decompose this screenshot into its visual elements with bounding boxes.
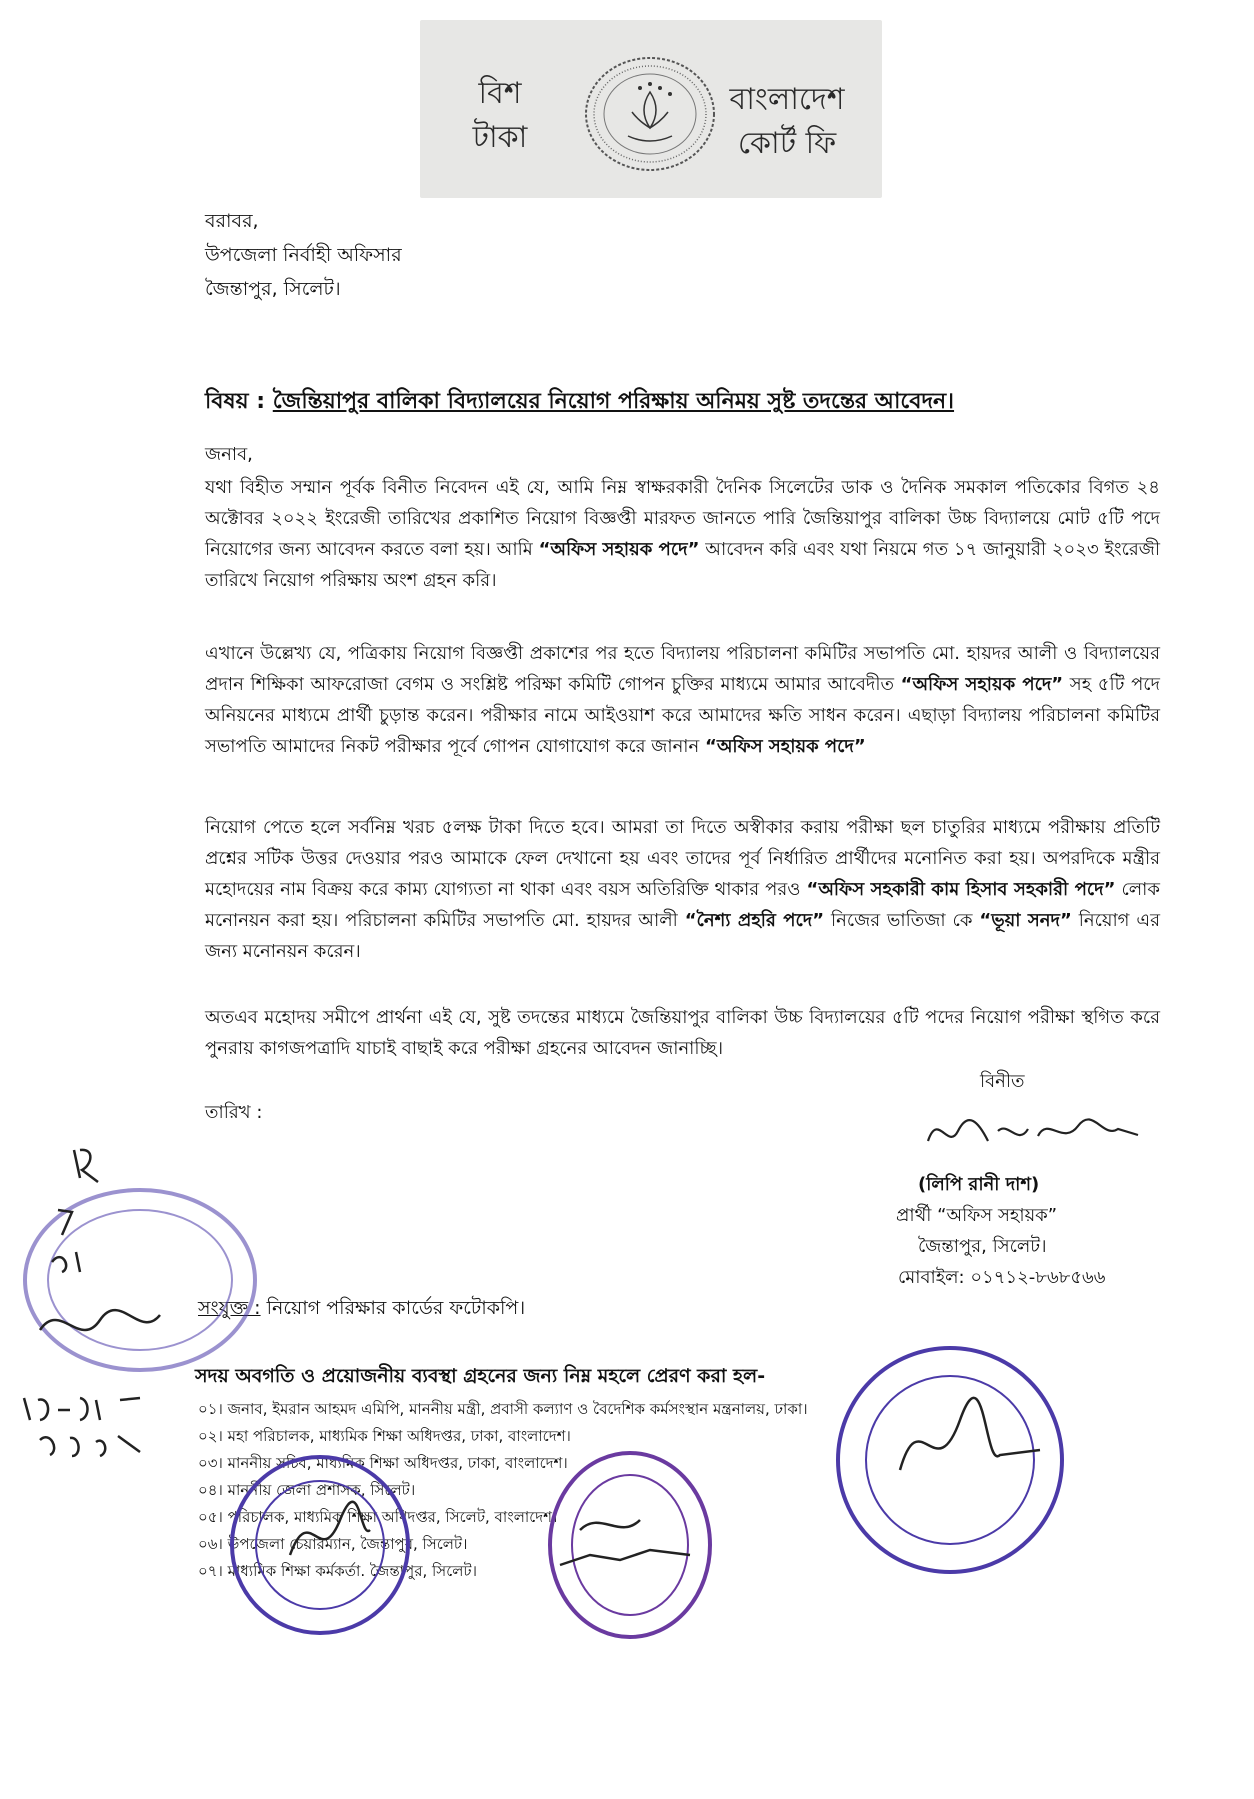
salutation: জনাব, bbox=[205, 444, 253, 465]
list-item: ০৪। মাননীয় জেলা প্রশাসক, সিলেট। bbox=[198, 1481, 416, 1499]
signature-block bbox=[896, 1066, 1178, 1293]
list-item: ০৫। পরিচালক, মাধ্যমিক শিক্ষা অধিদপ্তর, সিলেট, বাংলাদেশ। bbox=[198, 1508, 558, 1526]
date-label: তারিখ : bbox=[205, 1102, 263, 1123]
cc-intro: সদয় অবগতি ও প্রয়োজনীয় ব্যবস্থা গ্রহনের জন্য নিম্ন মহলে প্রেরণ করা হল- bbox=[195, 1365, 766, 1387]
upazila-parishad-seal-icon bbox=[838, 1348, 1062, 1572]
attachment-text: নিয়োগ পরিক্ষার কার্ডের ফটোকপি। bbox=[266, 1297, 526, 1319]
address-line: বরাবর, bbox=[205, 210, 259, 232]
paragraph-4: অতএব মহোদয় সমীপে প্রার্থনা এই যে, সুষ্ট তদন্তের মাধ্যমে জৈন্তিয়াপুর বালিকা উচ্চ বিদ্যালয়ের ৫টি পদের নিয়োগ পরীক্ষা স্থগিত করে পুনরায় কাগজপত্রাদি যাচাই বাছাই করে পরীক্ষা গ্রহনের আবেদন জানাচ্ছি। bbox=[205, 1007, 1160, 1059]
signer-name: (লিপি রানী দাশ) bbox=[918, 1174, 1040, 1195]
address-line: জৈন্তাপুর, সিলেট। bbox=[205, 278, 341, 300]
subject-text: জৈন্তিয়াপুর বালিকা বিদ্যালয়ের নিয়োগ পরিক্ষায় অনিময় সুষ্ট তদন্তের আবেদন। bbox=[272, 389, 955, 414]
list-item: ০৩। মাননীয় সচিব, মাধ্যমিক শিক্ষা অধিদপ্তর, ঢাকা, বাংলাদেশ। bbox=[198, 1454, 568, 1472]
signer-role: প্রার্থী “অফিস সহায়ক” bbox=[896, 1205, 1058, 1226]
address-line: উপজেলা নির্বাহী অফিসার bbox=[205, 244, 402, 266]
paragraph-3: নিয়োগ পেতে হলে সর্বনিম্ন খরচ ৫লক্ষ টাকা দিতে হবে। আমরা তা দিতে অস্বীকার করায় পরীক্ষা ছল চাতুরির মাধ্যমে পরীক্ষায় প্রতিটি প্রশ্নের সটিক উত্তর দেওয়ার পরও আমাকে ফেল দেখানো হয় এবং তাদের পূর্ব নির্ধারিত প্রার্থীদের মনোনিত করা হয়। অপরদিকে মন্ত্রীর মহোদয়ের নাম বিক্রয় করে কাম্য যোগ্যতা না থাকা এবং বয়স অতিরিক্তি থাকার পরও “অফিস সহকারী কাম হিসাব সহকারী পদে” লোক মনোনয়ন করা হয়। পরিচালনা কমিটির সভাপতি মো. হায়দর আলী “নৈশ্য প্রহরি পদে” নিজের ভাতিজা কে “ভূয়া সনদ” নিয়োগ এর জন্য মনোনয়ন করেন। bbox=[205, 817, 1160, 962]
signer-mobile: মোবাইল: ০১৭১২-৮৬৮৫৬৬ bbox=[898, 1267, 1106, 1288]
closing-text: বিনীত bbox=[980, 1071, 1025, 1092]
handwritten-note-icon bbox=[24, 1150, 160, 1456]
list-item: ০১। জনাব, ইমরান আহমদ এমিপি, মাননীয় মন্ত্রী, প্রবাসী কল্যাণ ও বৈদেশিক কর্মসংস্থান মন্ত্রনালয়, ঢাকা। bbox=[198, 1400, 808, 1418]
paragraph-1: যথা বিহীত সম্মান পূর্বক বিনীত নিবেদন এই যে, আমি নিম্ন স্বাক্ষরকারী দৈনিক সিলেটের ডাক ও দৈনিক সমকাল পতিকোর বিগত ২৪ অক্টোবর ২০২২ ইংরেজী তারিখের প্রকাশিত নিয়োগ বিজ্ঞপ্তী মারফত জানতে পারি জৈন্তিয়াপুর বালিকা উচ্চ বিদ্যালয়ে মোট ৫টি পদে নিয়োগের জন্য আবেদন করতে বলা হয়। আমি “অফিস সহায়ক পদে” আবেদন করি এবং যথা নিয়মে গত ১৭ জানুয়ারী ২০২৩ ইংরেজী তারিখে নিয়োগ পরিক্ষায় অংশ গ্রহন করি। bbox=[205, 477, 1160, 591]
court-fee-stamp bbox=[420, 20, 882, 198]
recipient-address bbox=[205, 204, 402, 306]
cc-list bbox=[198, 1396, 808, 1585]
paragraph-2: এখানে উল্লেখ্য যে, পত্রিকায় নিয়োগ বিজ্ঞপ্তী প্রকাশের পর হতে বিদ্যালয় পরিচালনা কমিটির সভাপতি মো. হায়দর আলী ও বিদ্যালয়ের প্রদান শিক্ষিকা আফরোজা বেগম ও সংশ্লিষ্ট পরিক্ষা কমিটি গোপন চুক্তির মাধ্যমে আমার আবেদীত “অফিস সহায়ক পদে” সহ ৫টি পদে অনিয়নের মাধ্যমে প্রার্থী চুড়ান্ত করেন। পরীক্ষার নামে আইওয়াশ করে আমাদের ক্ষতি সাধন করেন। এছাড়া বিদ্যালয় পরিচালনা কমিটির সভাপতি আমাদের নিকট পরীক্ষার পূর্বে গোপন যোগাযোগ করে জানান “অফিস সহায়ক পদে” bbox=[205, 643, 1160, 757]
uno-office-seal-icon bbox=[25, 1190, 255, 1370]
attachment-label: সংযুক্ত : bbox=[198, 1297, 261, 1319]
list-item: ০৬। উপজেলা চেয়ারম্যান, জৈন্তাপুর, সিলেট। bbox=[198, 1535, 468, 1553]
stamp-value-text: বিশ টাকা bbox=[472, 76, 528, 155]
attachment-line bbox=[198, 1294, 525, 1326]
subject-line bbox=[205, 384, 1105, 421]
list-item: ০২। মহা পরিচালক, মাধ্যমিক শিক্ষা অধিদপ্তর, ঢাকা, বাংলাদেশ। bbox=[198, 1427, 571, 1445]
signature-icon bbox=[918, 1101, 1148, 1161]
bangladesh-emblem-icon bbox=[580, 54, 720, 174]
stamp-country-text: বাংলাদেশ কোর্ট ফি bbox=[729, 82, 845, 161]
subject-label: বিষয় : bbox=[205, 389, 266, 414]
signer-place: জৈন্তাপুর, সিলেট। bbox=[918, 1236, 1047, 1257]
list-item: ০৭। মাধ্যমিক শিক্ষা কর্মকর্তা. জৈন্তাপুর, সিলেট। bbox=[198, 1562, 477, 1580]
